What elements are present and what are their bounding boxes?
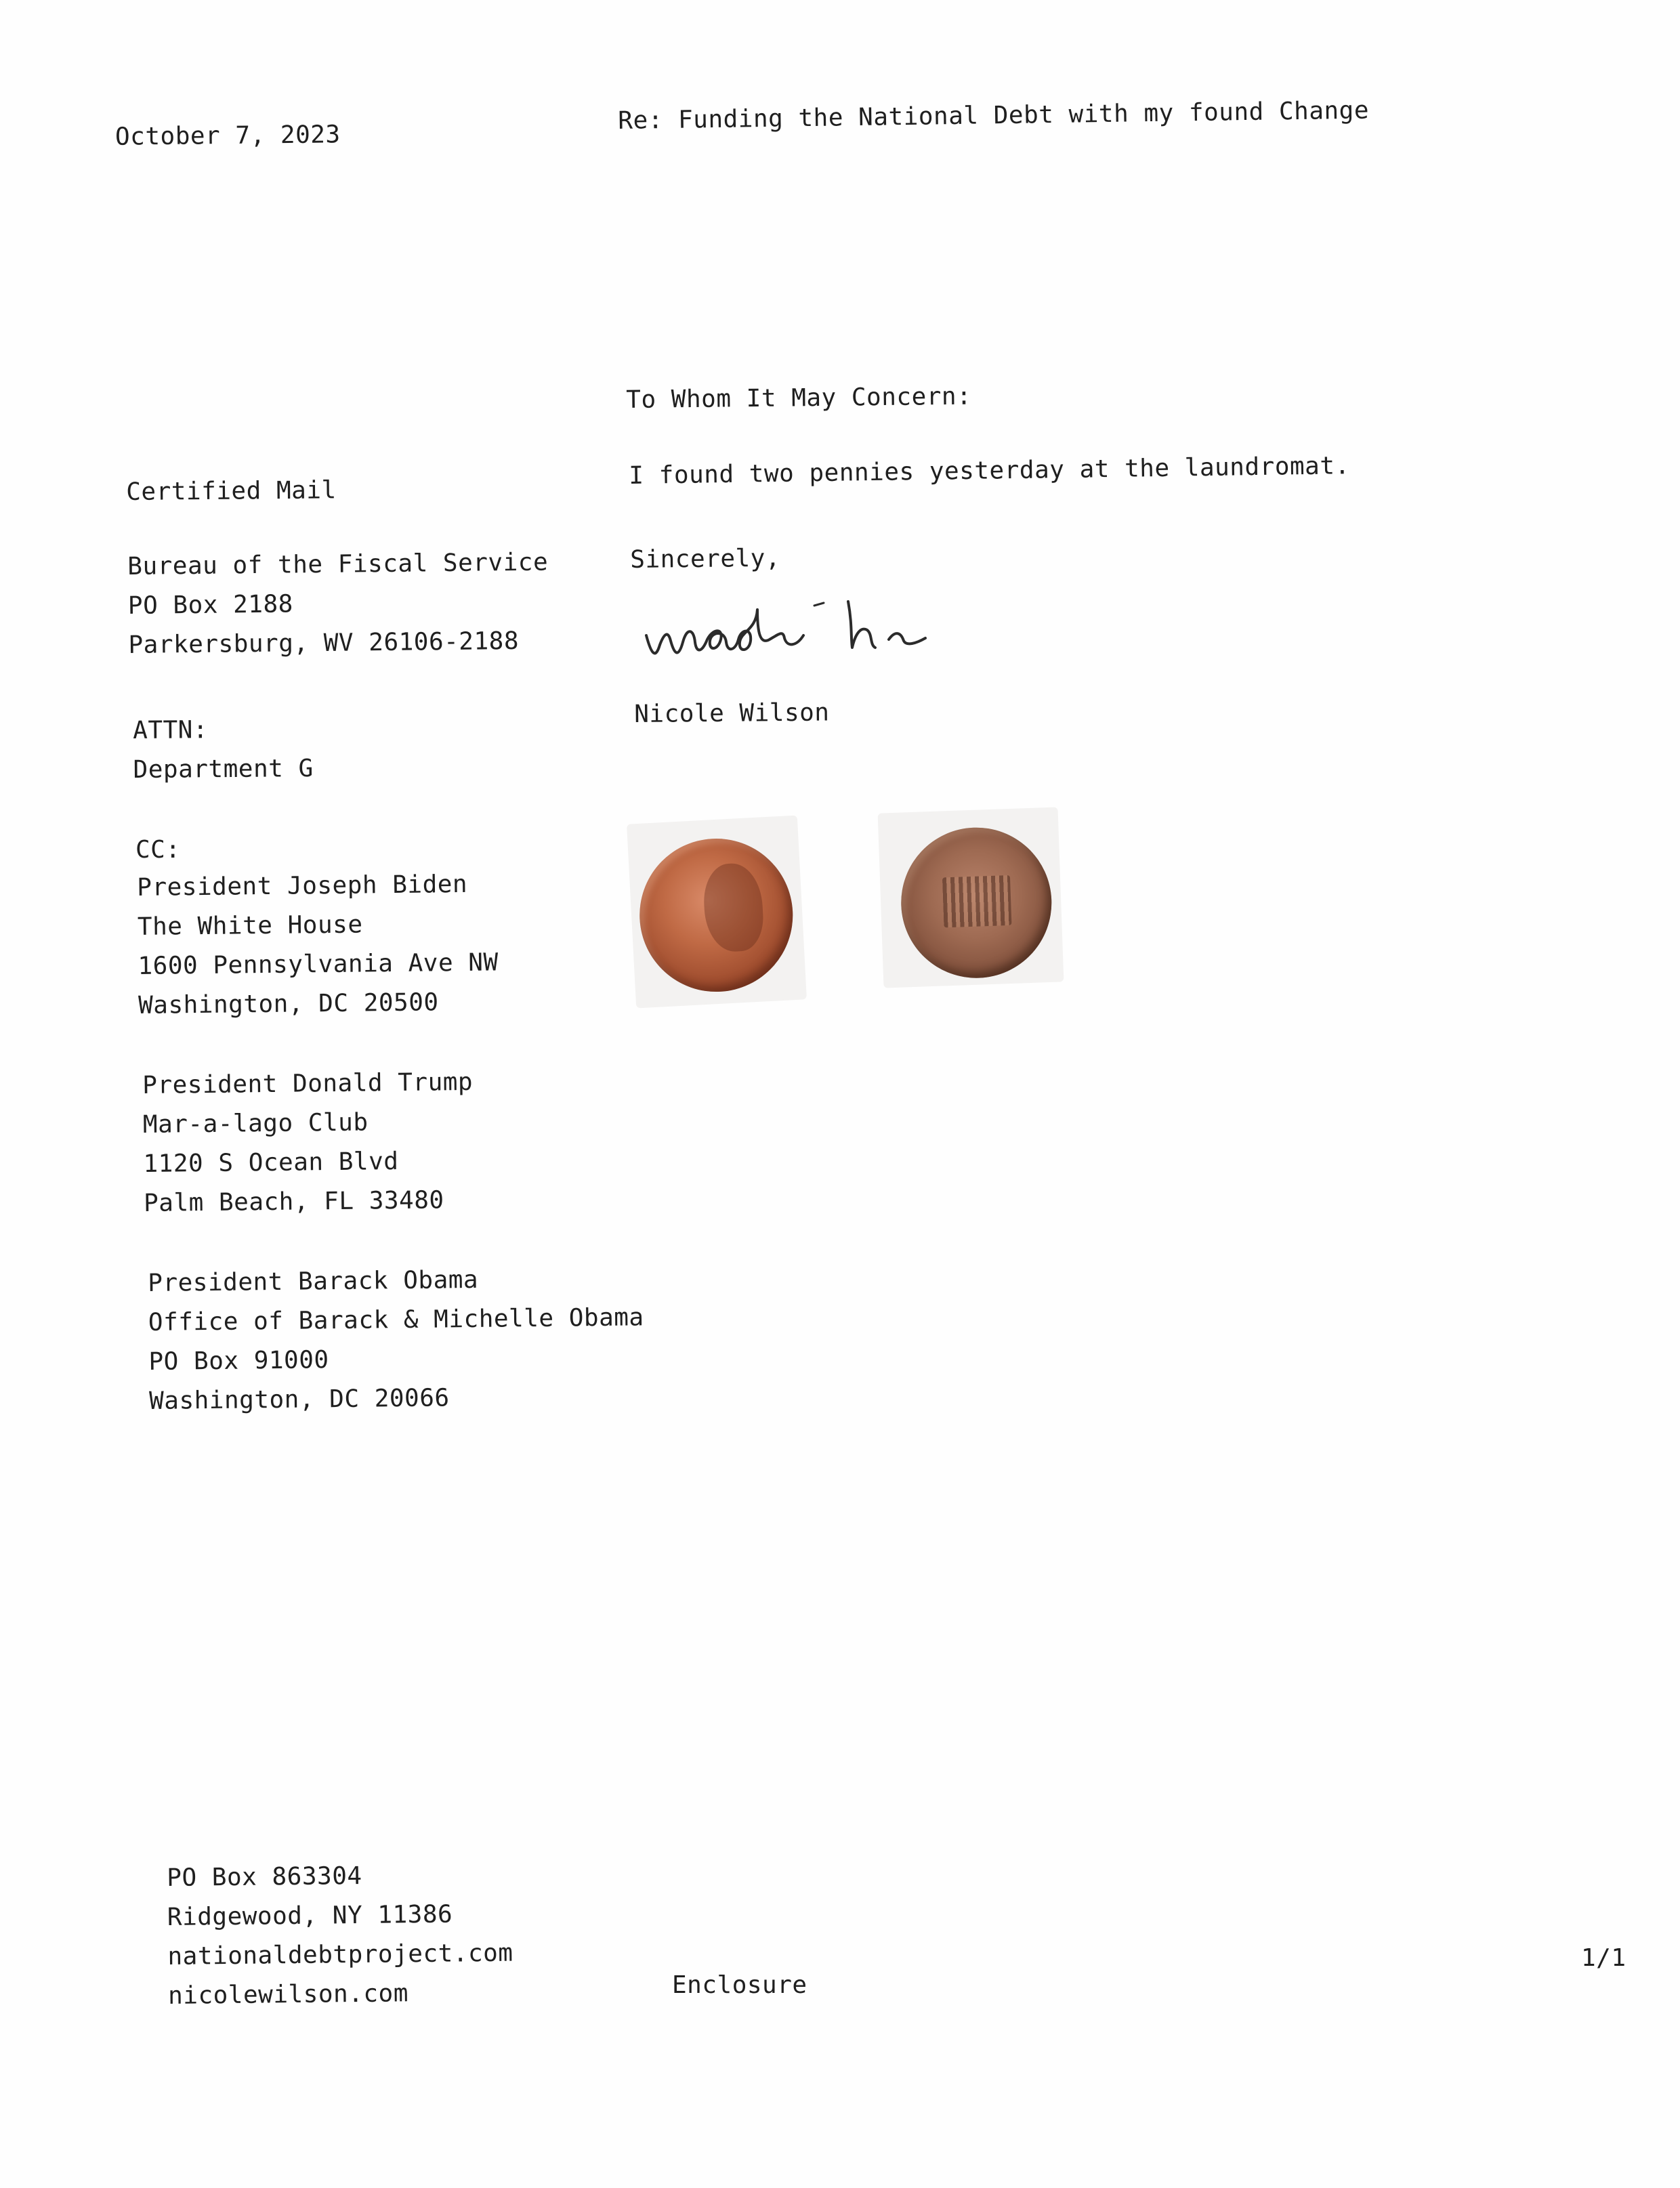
attention-label: ATTN: xyxy=(133,716,209,744)
cc-line: President Joseph Biden xyxy=(137,870,468,902)
cc-line: The White House xyxy=(137,910,363,941)
page-number: 1/1 xyxy=(1581,1944,1626,1972)
cc-label: CC: xyxy=(135,836,181,864)
sender-line: PO Box 863304 xyxy=(167,1861,362,1892)
cc-recipient xyxy=(142,1063,474,1223)
penny-tape-obverse xyxy=(627,816,807,1009)
cc-recipient xyxy=(148,1259,645,1421)
sender-address xyxy=(167,1855,513,2016)
cc-line: President Barack Obama xyxy=(148,1265,479,1297)
enclosure-note: Enclosure xyxy=(672,1971,807,1999)
mail-type: Certified Mail xyxy=(126,476,337,506)
cc-line: President Donald Trump xyxy=(142,1068,474,1099)
letter-subject: Re: Funding the National Debt with my found Change xyxy=(618,96,1370,135)
signature-name: Nicole Wilson xyxy=(634,698,830,728)
letter-body: I found two pennies yesterday at the laundromat. xyxy=(629,452,1350,490)
sender-website: nationaldebtproject.com xyxy=(167,1939,513,1971)
sender-website: nicolewilson.com xyxy=(167,1979,409,2010)
letter-date: October 7, 2023 xyxy=(114,121,341,151)
cc-recipient xyxy=(137,864,499,1026)
penny-obverse xyxy=(636,835,797,996)
attention-department: Department G xyxy=(133,755,314,784)
recipient-line: Parkersburg, WV 26106-2188 xyxy=(128,627,520,659)
cc-line: Washington, DC 20500 xyxy=(138,988,439,1019)
letter-closing: Sincerely, xyxy=(630,544,781,574)
cc-line: Mar-a-lago Club xyxy=(142,1108,369,1139)
cc-line: Washington, DC 20066 xyxy=(148,1384,450,1415)
penny-reverse xyxy=(898,825,1054,981)
cc-line: 1600 Pennsylvania Ave NW xyxy=(138,948,499,980)
sender-line: Ridgewood, NY 11386 xyxy=(167,1900,453,1931)
recipient-address xyxy=(127,543,549,665)
lincoln-memorial xyxy=(942,875,1012,927)
attention-block xyxy=(133,710,314,790)
signature xyxy=(637,583,1016,677)
letter-salutation: To Whom It May Concern: xyxy=(626,382,972,414)
cc-line: 1120 S Ocean Blvd xyxy=(143,1148,399,1178)
penny-tape-reverse xyxy=(878,807,1064,988)
cc-line: Palm Beach, FL 33480 xyxy=(143,1186,444,1217)
recipient-line: Bureau of the Fiscal Service xyxy=(127,548,549,581)
lincoln-profile xyxy=(702,862,765,953)
cc-line: PO Box 91000 xyxy=(148,1346,329,1376)
cc-line: Office of Barack & Michelle Obama xyxy=(148,1303,644,1337)
recipient-line: PO Box 2188 xyxy=(127,590,294,620)
